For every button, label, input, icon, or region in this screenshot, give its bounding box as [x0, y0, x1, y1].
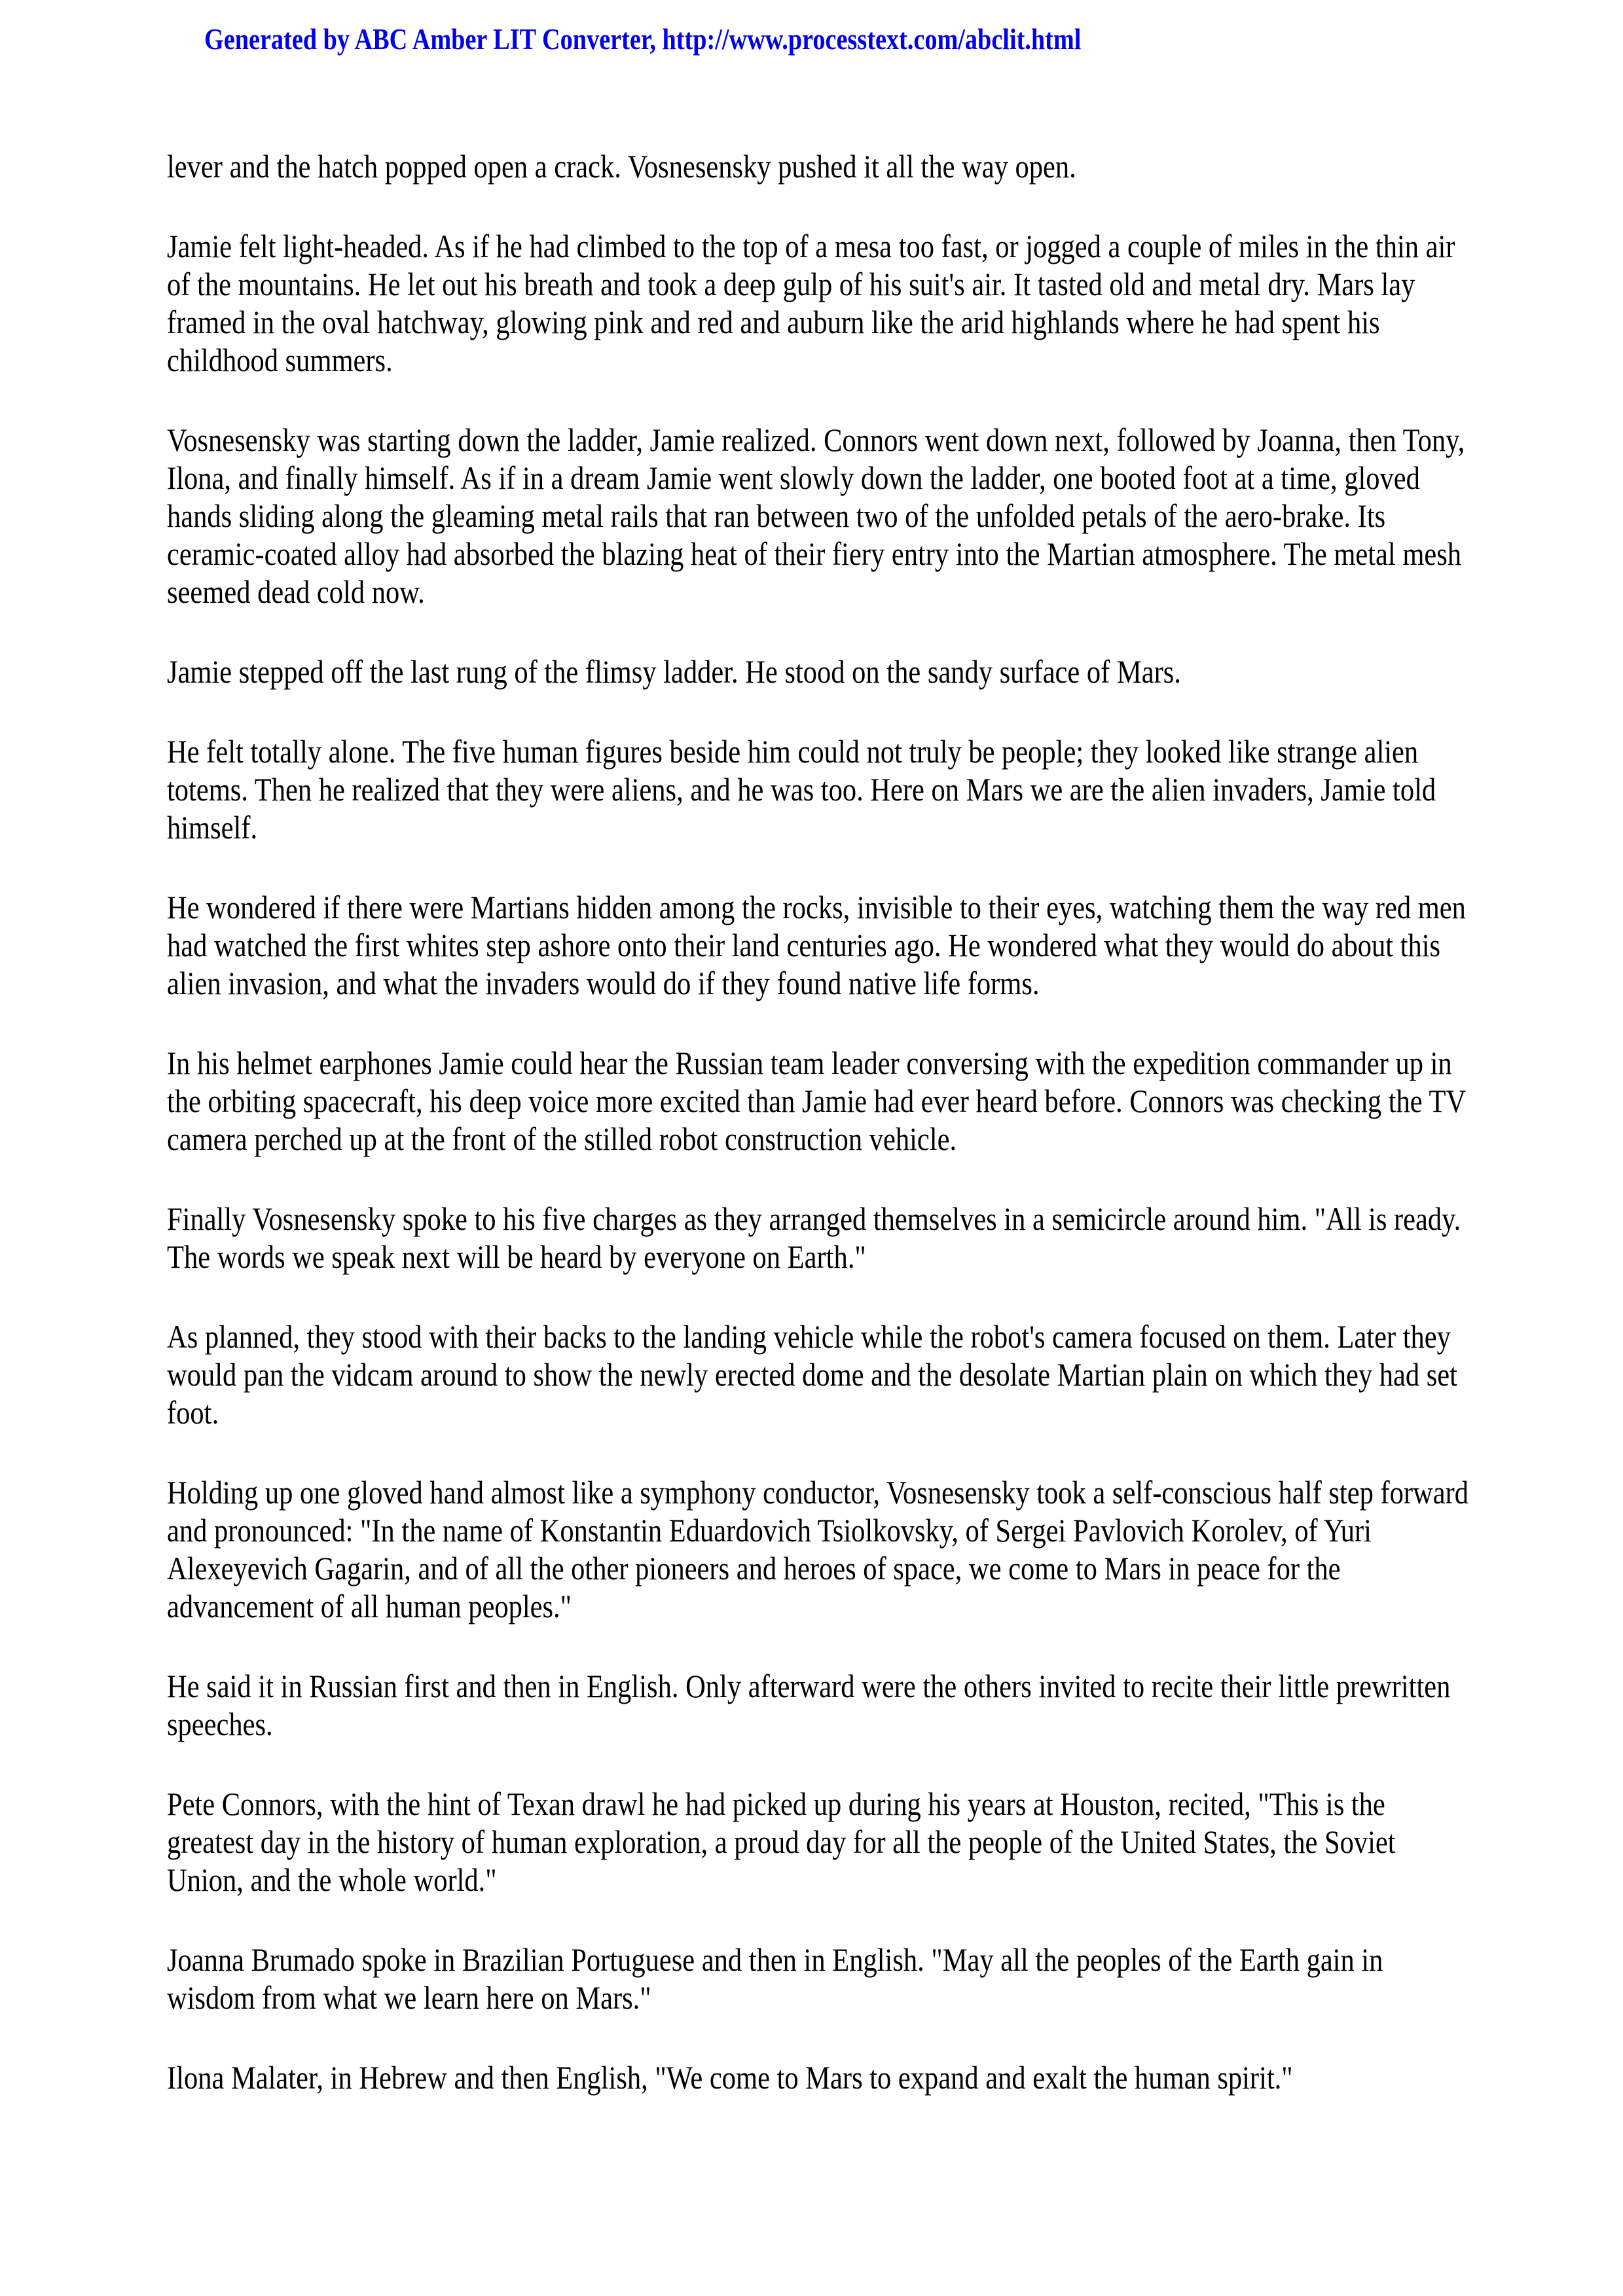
paragraph-6: He wondered if there were Martians hidden among the rocks, invisible to their eyes, watching them the way red men had watched the first whites step ashore onto their land centuries ago. He wondered what they would do about this alien invasion, and what the invaders would do if they found native life forms.: [167, 889, 1466, 1001]
converter-banner: [204, 22, 1236, 56]
paragraph-12: Pete Connors, with the hint of Texan drawl he had picked up during his years at Houston, recited, "This is the greatest day in the history of human exploration, a proud day for all the people of the United States, the Soviet Union, and the whole world.": [167, 1785, 1396, 1898]
paragraph-1: lever and the hatch popped open a crack. Vosnesensky pushed it all the way open.: [167, 148, 1076, 185]
paragraph-10: Holding up one gloved hand almost like a symphony conductor, Vosnesensky took a self-conscious half step forward and pronounced: "In the name of Konstantin Eduardovich Tsiolkovsky, of Sergei Pavlovich Korolev, of Yuri Alexeyevich Gagarin, and of all the other pioneers and heroes of space, we come to Mars in peace for the advancement of all human peoples.": [167, 1474, 1468, 1624]
paragraph-13: Joanna Brumado spoke in Brazilian Portuguese and then in English. "May all the peoples of the Earth gain in wisdom from what we learn here on Mars.": [167, 1941, 1383, 2016]
paragraph-5: He felt totally alone. The five human figures beside him could not truly be people; they looked like strange alien totems. Then he realized that they were aliens, and he was too. Here on Mars we are the alien invaders, Jamie told himself.: [167, 733, 1436, 846]
paragraph-8: Finally Vosnesensky spoke to his five charges as they arranged themselves in a semicircle around him. "All is ready. The words we speak next will be heard by everyone on Earth.": [167, 1200, 1461, 1275]
paragraph-2: Jamie felt light-headed. As if he had climbed to the top of a mesa too fast, or jogged a couple of miles in the thin air of the mountains. He let out his breath and took a deep gulp of his suit's air. It tasted old and metal dry. Mars lay framed in the oval hatchway, glowing pink and red and auburn like the arid highlands where he had spent his childhood summers.: [167, 228, 1455, 378]
paragraph-11: He said it in Russian first and then in English. Only afterward were the others invited to recite their little prewritten speeches.: [167, 1668, 1451, 1742]
paragraph-14: Ilona Malater, in Hebrew and then English, "We come to Mars to expand and exalt the human spirit.": [167, 2059, 1293, 2096]
paragraph-4: Jamie stepped off the last rung of the flimsy ladder. He stood on the sandy surface of Mars.: [167, 653, 1181, 690]
paragraph-9: As planned, they stood with their backs to the landing vehicle while the robot's camera focused on them. Later they would pan the vidcam around to show the newly erected dome and the desolate Martian plain on which they had set foot.: [167, 1318, 1457, 1431]
converter-banner-link[interactable]: Generated by ABC Amber LIT Converter, http://www.processtext.com/abclit.html: [204, 23, 1082, 56]
document-body: [167, 147, 1623, 2138]
paragraph-7: In his helmet earphones Jamie could hear the Russian team leader conversing with the expedition commander up in the orbiting spacecraft, his deep voice more excited than Jamie had ever heard before. Connors was checking the TV camera perched up at the front of the stilled robot construction vehicle.: [167, 1045, 1466, 1157]
paragraph-3: Vosnesensky was starting down the ladder, Jamie realized. Connors went down next, followed by Joanna, then Tony, Ilona, and finally himself. As if in a dream Jamie went slowly down the ladder, one booted foot at a time, gloved hands sliding along the gleaming metal rails that ran between two of the unfolded petals of the aero-brake. Its ceramic-coated alloy had absorbed the blazing heat of their fiery entry into the Martian atmosphere. The metal mesh seemed dead cold now.: [167, 422, 1465, 610]
